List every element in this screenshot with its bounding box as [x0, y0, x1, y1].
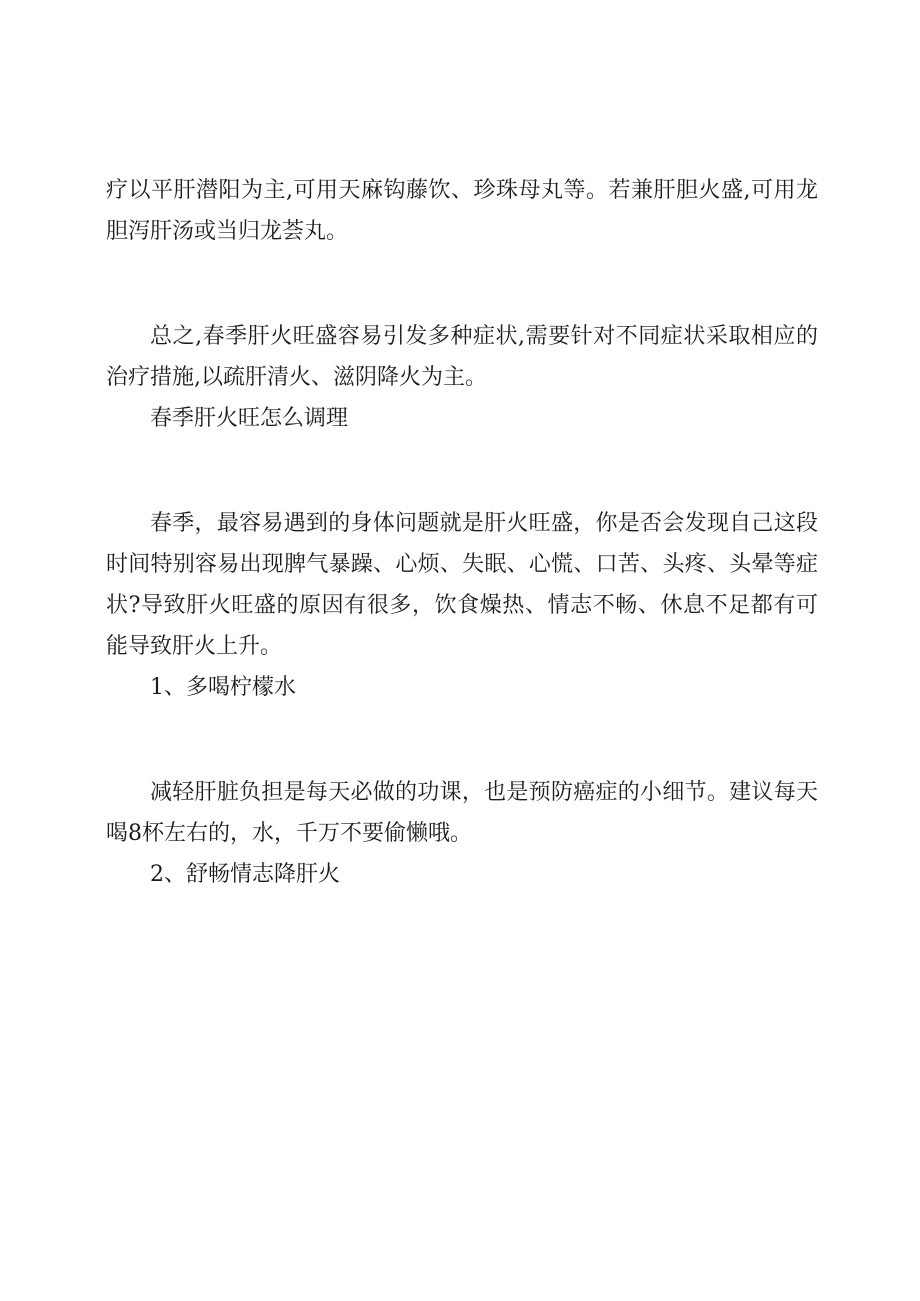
- paragraph-treatment-continuation: 疗以平肝潜阳为主,可用天麻钩藤饮、珍珠母丸等。若兼肝胆火盛,可用龙胆泻肝汤或当归龙荟丸。: [106, 178, 818, 244]
- paragraph-spring-intro: 春季，最容易遇到的身体问题就是肝火旺盛，你是否会发现自己这段时间特别容易出现脾气暴躁、心烦、失眠、心慌、口苦、头疼、头晕等症状?导致肝火旺盛的原因有很多，饮食燥热、情志不畅、休息不足都有可能导致肝火上升。: [106, 511, 818, 659]
- paragraph-summary: 总之,春季肝火旺盛容易引发多种症状,需要针对不同症状采取相应的治疗措施,以疏肝清火、滋阴降火为主。: [106, 324, 818, 390]
- paragraph-lemon-water: 减轻肝脏负担是每天必做的功课，也是预防癌症的小细节。建议每天喝8杯左右的，水，千万不要偷懒哦。: [106, 780, 818, 846]
- list-heading-lemon-water: 1、多喝柠檬水: [150, 675, 296, 700]
- list-heading-mood: 2、舒畅情志降肝火: [150, 862, 340, 887]
- document-body: [106, 170, 818, 895]
- section-heading-spring-liver-fire: 春季肝火旺怎么调理: [150, 406, 349, 431]
